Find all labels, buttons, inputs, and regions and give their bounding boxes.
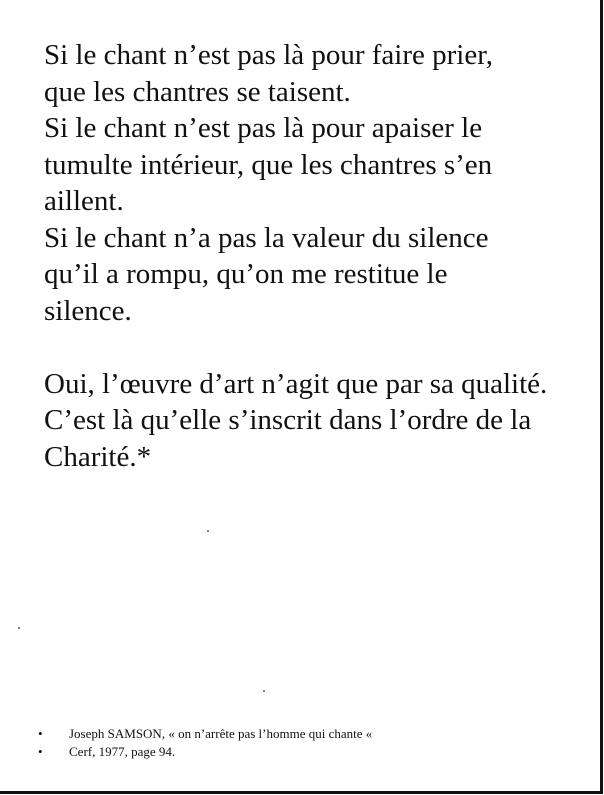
poem-line: tumulte intérieur, que les chantres s’en <box>44 148 493 181</box>
poem-text <box>44 37 594 475</box>
poem-line: Si le chant n’est pas là pour apaiser le <box>44 112 483 144</box>
footnote-item <box>38 725 578 743</box>
poem-line: que les chantres se taisent. <box>44 75 351 108</box>
bullet-icon: • <box>38 726 43 741</box>
scan-speck <box>263 690 265 692</box>
footnote-text: Joseph SAMSON, « on n’arrête pas l’homme qui chante « <box>69 726 373 741</box>
footnote-text: Cerf, 1977, page 94. <box>69 744 176 759</box>
stanza-spacer <box>44 329 594 366</box>
scan-speck <box>18 627 20 629</box>
footnote-item <box>38 743 578 761</box>
poem-line: Si le chant n’a pas la valeur du silence <box>44 221 489 254</box>
footnote-list <box>38 725 578 761</box>
poem-line: aillent. <box>44 185 124 217</box>
scan-speck <box>207 530 209 532</box>
poem-line: qu’il a rompu, qu’on me restitue le <box>44 258 448 290</box>
conclusion-line: Charité.* <box>44 440 152 473</box>
poem-line: silence. <box>44 294 132 327</box>
conclusion-line: C’est là qu’elle s’inscrit dans l’ordre de la <box>44 404 532 436</box>
bullet-icon: • <box>38 744 43 759</box>
conclusion-line: Oui, l’œuvre d’art n’agit que par sa qualité. <box>44 367 548 400</box>
poem-line: Si le chant n’est pas là pour faire prier, <box>44 39 493 71</box>
